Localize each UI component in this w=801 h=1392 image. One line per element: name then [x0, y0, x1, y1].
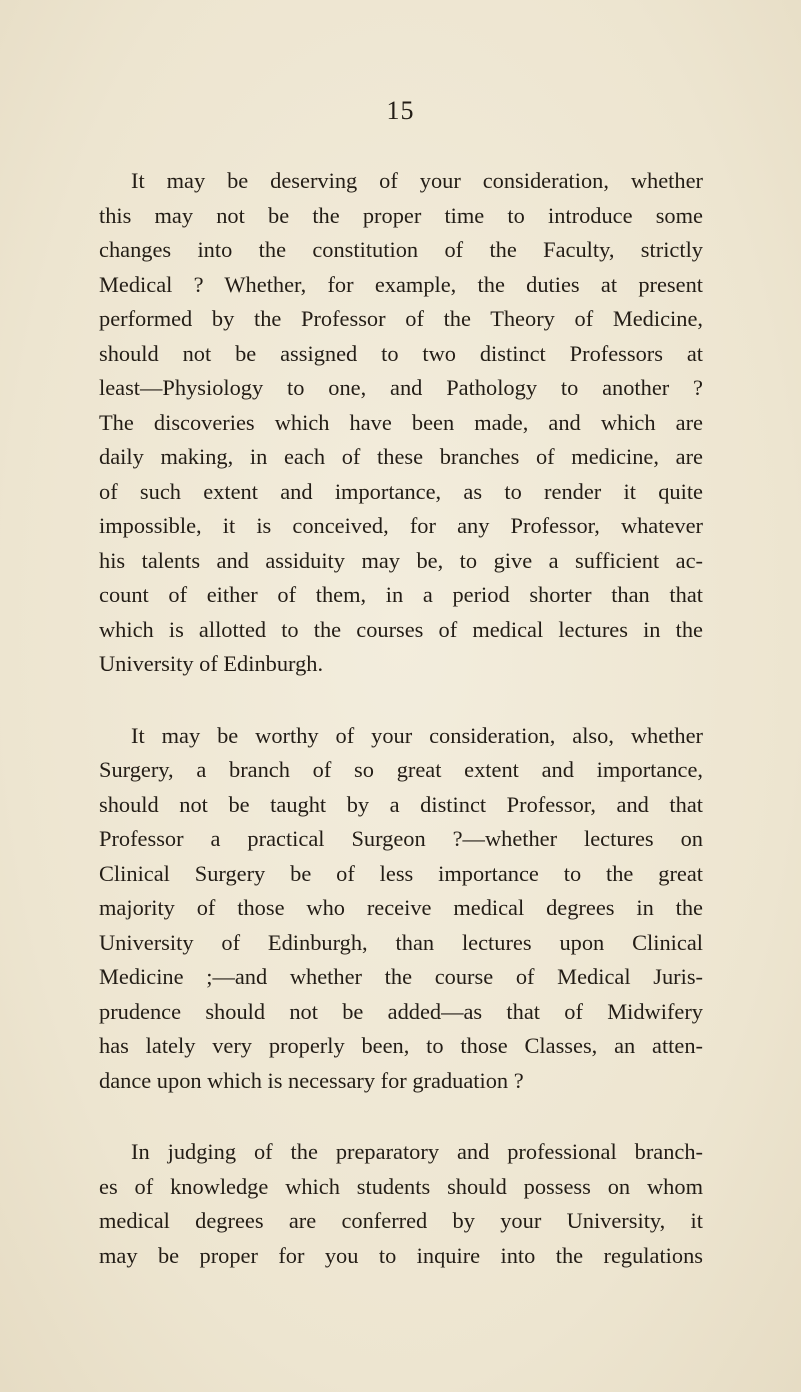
- paragraph-line: University of Edinburgh.: [99, 651, 324, 676]
- paragraph-1: [99, 164, 703, 682]
- paragraph-line: may be proper for you to inquire into the regulations: [99, 1242, 703, 1268]
- paragraph-line: should not be assigned to two distinct Professors at: [99, 340, 703, 366]
- paragraph-line: It may be deserving of your consideration, whether: [131, 168, 703, 193]
- paragraph-line: should not be taught by a distinct Professor, and that: [99, 791, 703, 817]
- page-number: 15: [386, 96, 415, 125]
- paragraph-gap: [99, 1098, 703, 1135]
- paragraph-line: changes into the constitution of the Faculty, strictly: [99, 237, 703, 262]
- paragraph-line: Clinical Surgery be of less importance to the great: [99, 860, 703, 886]
- paragraph-line: It may be worthy of your consideration, also, whether: [131, 722, 703, 748]
- paragraph-line: prudence should not be added—as that of Midwifery: [99, 998, 703, 1024]
- paragraph-line: daily making, in each of these branches of medicine, are: [99, 444, 703, 469]
- body-text: [99, 164, 703, 1273]
- paragraph-line: of such extent and importance, as to render it quite: [99, 478, 703, 504]
- paragraph-line: Medicine ;—and whether the course of Medical Juris-: [99, 964, 703, 989]
- paragraph-line: count of either of them, in a period shorter than that: [99, 582, 703, 607]
- paragraph-line: his talents and assiduity may be, to give a sufficient ac-: [99, 547, 703, 573]
- paragraph-line: this may not be the proper time to introduce some: [99, 202, 703, 228]
- paragraph-line: In judging of the preparatory and professional branch-: [131, 1139, 703, 1164]
- paragraph-line: Surgery, a branch of so great extent and importance,: [99, 757, 703, 782]
- paragraph-line: medical degrees are conferred by your University, it: [99, 1208, 703, 1233]
- paragraph-line: impossible, it is conceived, for any Professor, whatever: [99, 513, 703, 538]
- paragraph-3: [99, 1135, 703, 1273]
- paragraph-line: has lately very properly been, to those Classes, an atten-: [99, 1033, 703, 1058]
- paragraph-line: dance upon which is necessary for graduation ?: [99, 1067, 524, 1093]
- paragraph-line: which is allotted to the courses of medical lectures in the: [99, 616, 703, 642]
- paragraph-line: performed by the Professor of the Theory of Medicine,: [99, 306, 703, 331]
- paragraph-line: least—Physiology to one, and Pathology to another ?: [99, 375, 703, 400]
- paragraph-line: Medical ? Whether, for example, the duties at present: [99, 271, 703, 297]
- paragraph-line: majority of those who receive medical degrees in the: [99, 895, 703, 920]
- paragraph-line: es of knowledge which students should possess on whom: [99, 1173, 703, 1199]
- paragraph-line: University of Edinburgh, than lectures upon Clinical: [99, 929, 703, 955]
- paragraph-gap: [99, 682, 703, 719]
- paragraph-line: The discoveries which have been made, and which are: [99, 409, 703, 435]
- paragraph-line: Professor a practical Surgeon ?—whether lectures on: [99, 826, 703, 851]
- paragraph-2: [99, 719, 703, 1099]
